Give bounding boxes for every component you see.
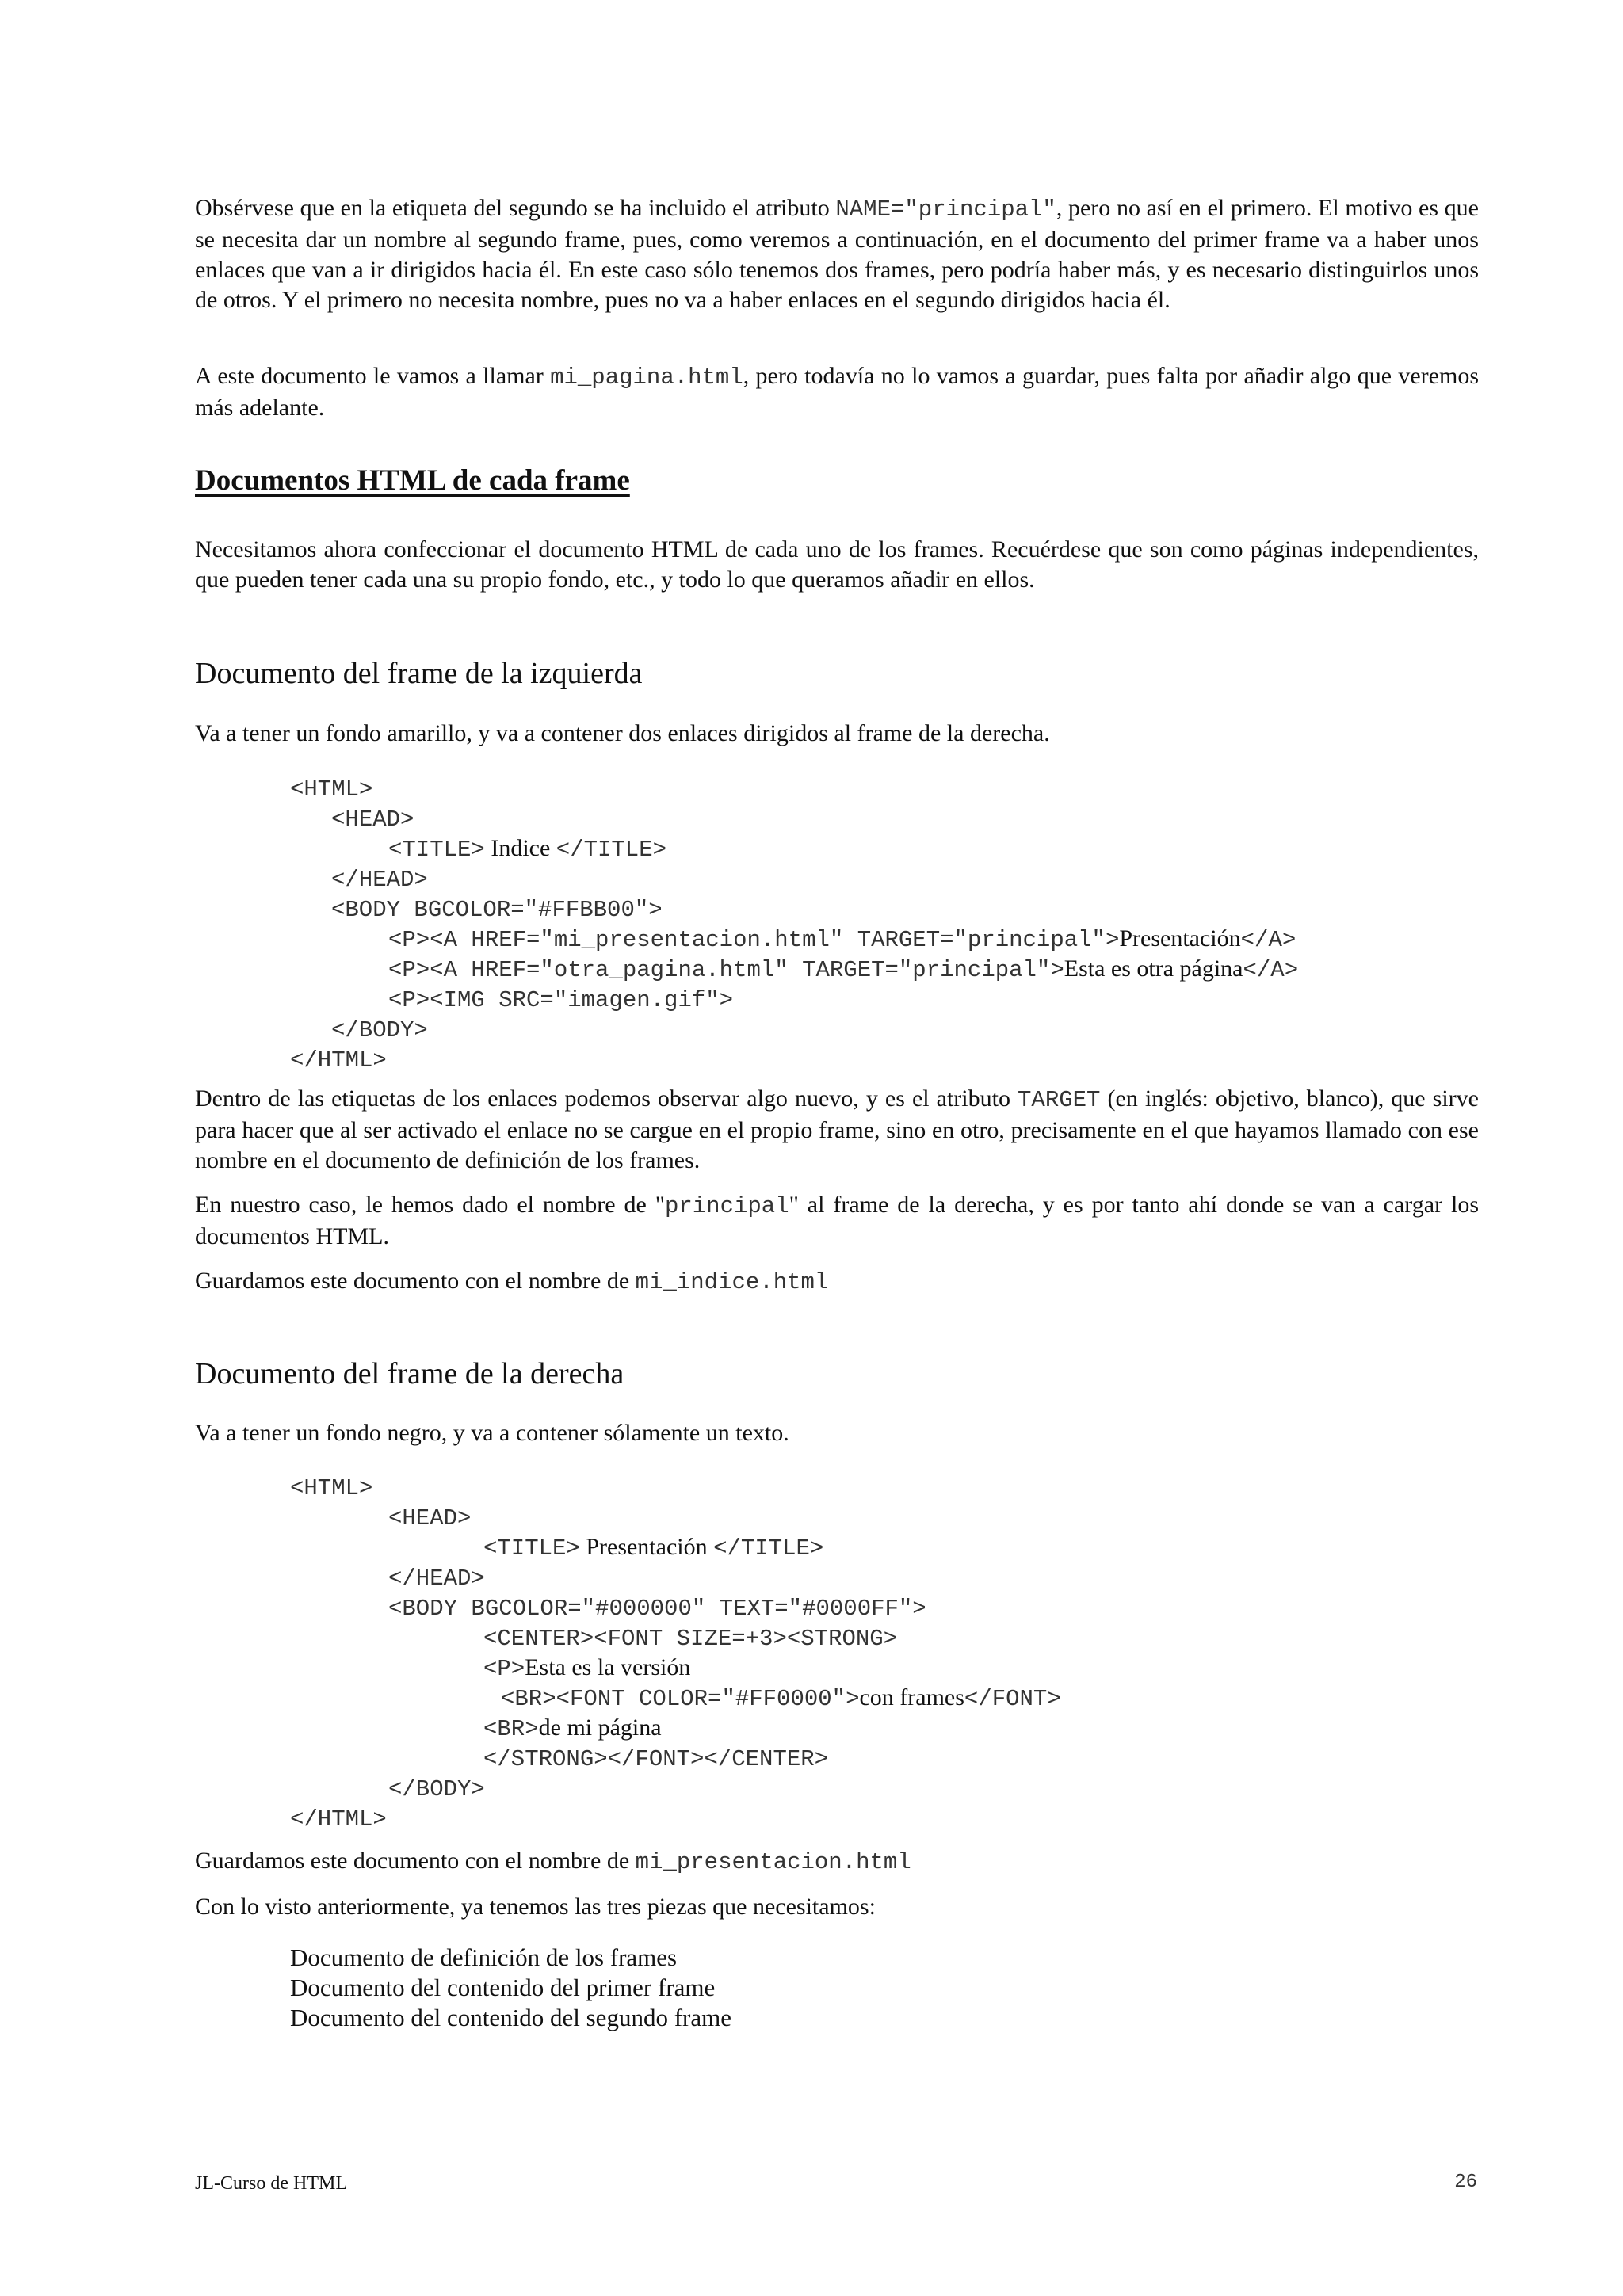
code-line: <BR><FONT COLOR="#FF0000">con frames</FONT>: [501, 1684, 1061, 1712]
code-line: <P><IMG SRC="imagen.gif">: [388, 987, 734, 1013]
intro-paragraph-2: [195, 361, 1479, 423]
code-line: </HTML>: [290, 1806, 387, 1833]
code-line: <BODY BGCOLOR="#000000" TEXT="#0000FF">: [388, 1596, 926, 1622]
footer-title: JL-Curso de HTML: [195, 2173, 347, 2194]
code-line: <HEAD>: [331, 807, 414, 833]
code-line: </HEAD>: [331, 867, 428, 893]
left-frame-intro: Va a tener un fondo amarillo, y va a contener dos enlaces dirigidos al frame de la derecha.: [195, 720, 1050, 746]
intro-text: Obsérvese que en la etiqueta del segundo se ha incluido el atributo: [195, 195, 836, 221]
list-item: Documento del contenido del primer frame: [290, 1974, 716, 2001]
right-frame-intro: Va a tener un fondo negro, y va a contener sólamente un texto.: [195, 1420, 789, 1446]
inline-code: NAME="principal": [835, 196, 1056, 223]
section-heading: Documentos HTML de cada frame: [195, 464, 630, 497]
intro-text: , pero todavía no lo vamos a guardar, pues falta por añadir algo que veremos más adelante.: [195, 363, 1479, 421]
code-line: <TITLE> Presentación </TITLE>: [483, 1534, 824, 1562]
list-item: Documento de definición de los frames: [290, 1943, 678, 1971]
code-line: <CENTER><FONT SIZE=+3><STRONG>: [483, 1626, 898, 1652]
page-number: 26: [1454, 2172, 1477, 2193]
code-line: </BODY>: [388, 1776, 485, 1802]
intro-paragraph-1: [195, 193, 1479, 315]
left-frame-paragraph-2: En nuestro caso, le hemos dado el nombre de "principal" al frame de la derecha, y es por tanto ahí donde se van a cargar los documentos HTML.: [195, 1192, 1479, 1249]
section-paragraph: Necesitamos ahora confeccionar el documento HTML de cada uno de los frames. Recuérdese que son como páginas independientes, que pueden tener cada una su propio fondo, etc., y todo lo que queramos añadir en ellos.: [195, 536, 1479, 593]
code-line: <P><A HREF="mi_presentacion.html" TARGET="principal">Presentación</A>: [388, 925, 1296, 953]
left-frame-paragraph-1: Dentro de las etiquetas de los enlaces podemos observar algo nuevo, y es el atributo TARGET (en inglés: objetivo, blanco), que sirve para hacer que al ser activado el enlace no se cargue en el propio frame, sino en otro, precisamente en el que hayamos llamado con ese nombre en el documento de definición de los frames.: [195, 1085, 1479, 1173]
right-frame-paragraph-2: Con lo visto anteriormente, ya tenemos las tres piezas que necesitamos:: [195, 1894, 876, 1920]
left-frame-paragraph-3: Guardamos este documento con el nombre de mi_indice.html: [195, 1268, 829, 1295]
list-item: Documento del contenido del segundo frame: [290, 2004, 731, 2031]
code-line: <BR>de mi página: [483, 1714, 662, 1742]
subsection-heading-left: Documento del frame de la izquierda: [195, 657, 643, 690]
inline-code: mi_pagina.html: [550, 364, 743, 391]
code-line: <P>Esta es la versión: [483, 1654, 691, 1682]
inline-code: TARGET: [1018, 1087, 1101, 1113]
code-line: </HTML>: [290, 1047, 387, 1074]
subsection-heading-right: Documento del frame de la derecha: [195, 1357, 624, 1390]
inline-code: principal: [664, 1193, 789, 1219]
code-line: <HTML>: [290, 776, 373, 803]
inline-code: mi_presentacion.html: [635, 1849, 911, 1875]
code-line: </HEAD>: [388, 1566, 485, 1592]
intro-text: , pero no así en el primero. El motivo es que se necesita dar un nombre al segundo frame, pues, como veremos a continuación, en el documento del primer frame va a haber unos enlaces que van a ir dirigidos hacia él. En este caso sólo tenemos dos frames, pero podría haber más, y es necesario distinguirlos unos de otros. Y el primero no necesita nombre, pues no va a haber enlaces en el segundo dirigidos hacia él.: [195, 195, 1479, 313]
code-line: </STRONG></FONT></CENTER>: [483, 1746, 829, 1772]
code-line: <HEAD>: [388, 1505, 472, 1531]
code-line: <HTML>: [290, 1475, 373, 1501]
code-line: <P><A HREF="otra_pagina.html" TARGET="principal">Esta es otra página</A>: [388, 955, 1299, 983]
code-line: </BODY>: [331, 1017, 428, 1043]
inline-code: mi_indice.html: [635, 1269, 829, 1295]
code-line: <BODY BGCOLOR="#FFBB00">: [331, 897, 663, 923]
code-line: <TITLE> Indice </TITLE>: [388, 835, 667, 863]
right-frame-paragraph-1: Guardamos este documento con el nombre de mi_presentacion.html: [195, 1848, 911, 1875]
intro-text: A este documento le vamos a llamar: [195, 363, 551, 389]
